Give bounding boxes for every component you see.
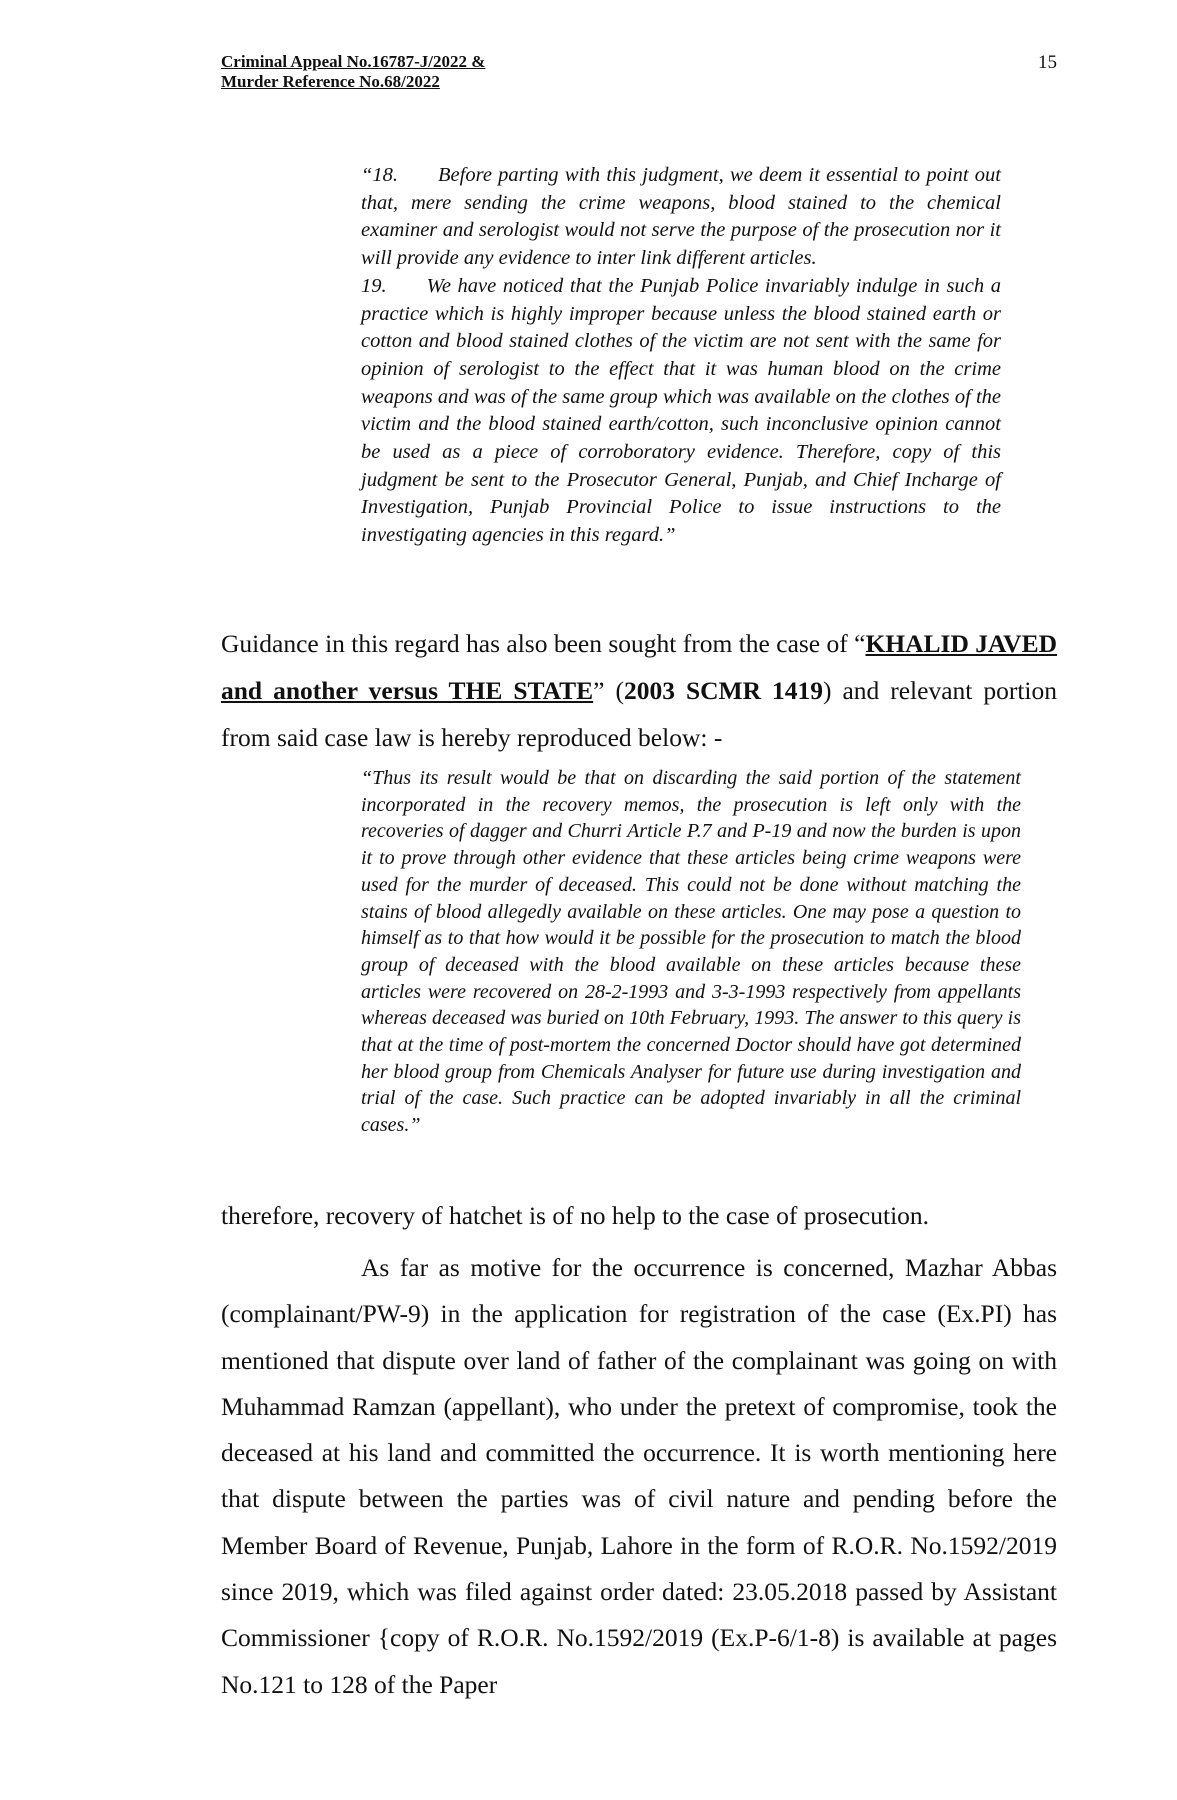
paragraph-number-18: “18. xyxy=(361,164,399,186)
close-quote: ” xyxy=(593,676,605,705)
case-title-line-2: Murder Reference No.68/2022 xyxy=(221,72,440,91)
therefore-paragraph: therefore, recovery of hatchet is of no help to the case of prosecution. xyxy=(221,1201,930,1230)
quote-paragraph-18 xyxy=(361,162,1001,273)
citation: 2003 SCMR 1419 xyxy=(623,676,823,705)
motive-paragraph: As far as motive for the occurrence is concerned, Mazhar Abbas (complainant/PW-9) in the application for registration of the case (Ex.PI) has mentioned that dispute over land of father of the complainant was going on with Muhammad Ramzan (appellant), who under the pretext of compromise, took the deceased at his land and committed the occurrence. It is worth mentioning here that dispute between the parties was of civil nature and pending before the Member Board of Revenue, Punjab, Lahore in the form of R.O.R. No.1592/2019 since 2019, which was filed against order dated: 23.05.2018 passed by Assistant Commissioner {copy of R.O.R. No.1592/2019 (Ex.P-6/1-8) is available at pages No.121 to 128 of the Paper xyxy=(221,1253,1057,1699)
block-quote-2: “Thus its result would be that on discarding the said portion of the statement incorporated in the recovery memos, the prosecution is left only with the recoveries of dagger and Churri Article P.7 and P-19 and now the burden is upon it to prove through other evidence that these articles being crime weapons were used for the murder of deceased. This could not be done without matching the stains of blood allegedly available on these articles. One may pose a question to himself as to that how would it be possible for the prosecution to match the blood group of deceased with the blood available on these articles because these articles were recovered on 28-2-1993 and 3-3-1993 respectively from appellants whereas deceased was buried on 10th February, 1993. The answer to this query is that at the time of post-mortem the concerned Doctor should have got determined her blood group from Chemicals Analyser for future use during investigation and trial of the case. Such practice can be adopted invariably in all the criminal cases.” xyxy=(361,767,1021,1137)
paragraph-19-text: We have noticed that the Punjab Police invariably indulge in such a practice which is highly improper because unless the blood stained earth or cotton and blood stained clothes of the victim are not sent with the same for opinion of serologist to the effect that it was human blood on the crime weapons and was of the same group which was available on the clothes of the victim and the blood stained earth/cotton, such inconclusive opinion cannot be used as a piece of corroboratory evidence. Therefore, copy of this judgment be sent to the Prosecutor General, Punjab, and Chief Incharge of Investigation, Punjab Provincial Police to issue instructions to the investigating agencies in this regard.” xyxy=(361,274,1001,547)
guidance-intro: Guidance in this regard has also been sought from the case of xyxy=(221,629,855,658)
case-header xyxy=(221,52,485,92)
guidance-after: ) and relevant portion from said case law is hereby reproduced below: - xyxy=(221,676,1057,752)
block-quote-1 xyxy=(361,162,1001,550)
page-number: 15 xyxy=(1038,52,1057,73)
case-title-line-1: Criminal Appeal No.16787-J/2022 & xyxy=(221,52,486,71)
paragraph-number-19: 19. xyxy=(361,274,387,297)
case-name: KHALID JAVED and another versus THE STATE xyxy=(221,629,1057,705)
guidance-paragraph xyxy=(221,620,1057,761)
paren-open: ( xyxy=(604,676,624,705)
paragraph-18-text: Before parting with this judgment, we deem it essential to point out that, mere sending the crime weapons, blood stained to the chemical examiner and serologist would not serve the purpose of the prosecution nor it will provide any evidence to inter link different articles. xyxy=(361,164,1001,270)
quote-paragraph-19 xyxy=(361,273,1001,550)
open-quote: “ xyxy=(854,629,866,658)
